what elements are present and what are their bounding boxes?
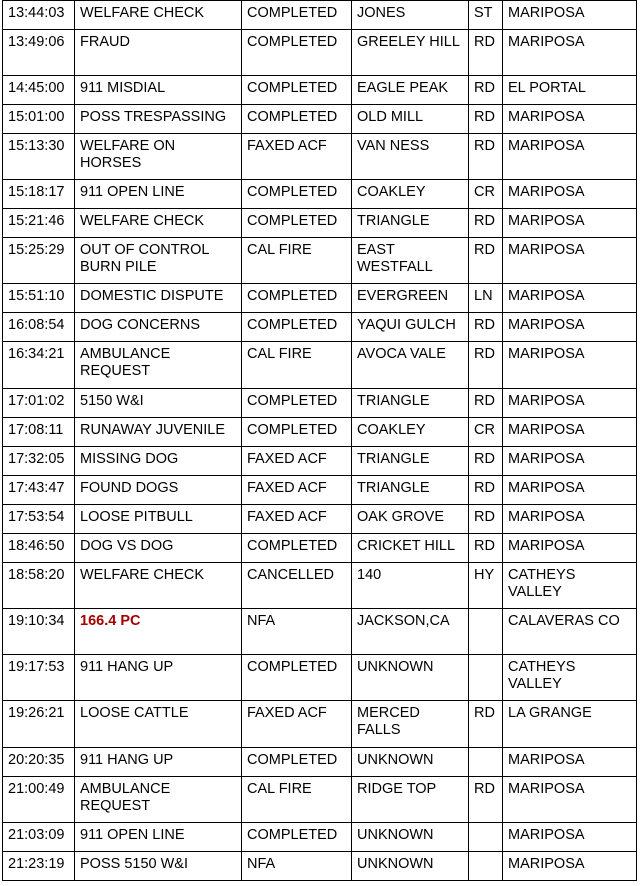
call-type-cell: DOG CONCERNS	[75, 313, 242, 342]
street-cell: COAKLEY	[352, 180, 469, 209]
time-cell: 19:10:34	[3, 609, 75, 655]
street-cell: TRIANGLE	[352, 209, 469, 238]
call-type-cell: AMBULANCE REQUEST	[75, 342, 242, 389]
call-type-cell: 911 MISDIAL	[75, 76, 242, 105]
city-cell: CATHEYS VALLEY	[503, 655, 637, 701]
city-cell: MARIPOSA	[503, 777, 637, 823]
disposition-cell: NFA	[242, 852, 352, 881]
table-row	[3, 777, 637, 823]
call-type-cell: FOUND DOGS	[75, 476, 242, 505]
city-cell: MARIPOSA	[503, 389, 637, 418]
table-row	[3, 701, 637, 748]
city-cell: MARIPOSA	[503, 505, 637, 534]
call-log-body	[3, 1, 637, 881]
street-suffix-cell: RD	[469, 389, 503, 418]
time-cell: 15:51:10	[3, 284, 75, 313]
street-cell: AVOCA VALE	[352, 342, 469, 389]
street-suffix-cell	[469, 655, 503, 701]
street-suffix-cell: RD	[469, 342, 503, 389]
disposition-cell: COMPLETED	[242, 823, 352, 852]
table-row	[3, 823, 637, 852]
disposition-cell: COMPLETED	[242, 748, 352, 777]
time-cell: 14:45:00	[3, 76, 75, 105]
table-row	[3, 105, 637, 134]
table-row	[3, 1, 637, 30]
street-cell: JONES	[352, 1, 469, 30]
table-row	[3, 748, 637, 777]
city-cell: MARIPOSA	[503, 105, 637, 134]
table-row	[3, 655, 637, 701]
street-suffix-cell: RD	[469, 30, 503, 76]
street-cell: JACKSON,CA	[352, 609, 469, 655]
street-cell: CRICKET HILL	[352, 534, 469, 563]
table-row	[3, 609, 637, 655]
street-suffix-cell	[469, 823, 503, 852]
street-suffix-cell: HY	[469, 563, 503, 609]
street-suffix-cell: CR	[469, 180, 503, 209]
call-log-table	[2, 0, 637, 881]
disposition-cell: COMPLETED	[242, 655, 352, 701]
street-suffix-cell: RD	[469, 534, 503, 563]
time-cell: 15:21:46	[3, 209, 75, 238]
street-suffix-cell	[469, 748, 503, 777]
time-cell: 15:25:29	[3, 238, 75, 284]
call-log	[2, 0, 637, 881]
call-type-cell: 911 OPEN LINE	[75, 180, 242, 209]
time-cell: 21:00:49	[3, 777, 75, 823]
time-cell: 17:53:54	[3, 505, 75, 534]
table-row	[3, 284, 637, 313]
disposition-cell: COMPLETED	[242, 534, 352, 563]
time-cell: 18:46:50	[3, 534, 75, 563]
call-type-cell: WELFARE ON HORSES	[75, 134, 242, 180]
street-suffix-cell: ST	[469, 1, 503, 30]
disposition-cell: COMPLETED	[242, 76, 352, 105]
city-cell: CALAVERAS CO	[503, 609, 637, 655]
disposition-cell: FAXED ACF	[242, 476, 352, 505]
street-cell: OLD MILL	[352, 105, 469, 134]
call-type-cell: LOOSE PITBULL	[75, 505, 242, 534]
time-cell: 20:20:35	[3, 748, 75, 777]
call-type-cell: OUT OF CONTROL BURN PILE	[75, 238, 242, 284]
street-suffix-cell: RD	[469, 505, 503, 534]
disposition-cell: CAL FIRE	[242, 342, 352, 389]
time-cell: 16:34:21	[3, 342, 75, 389]
city-cell: MARIPOSA	[503, 823, 637, 852]
call-type-cell: POSS TRESPASSING	[75, 105, 242, 134]
time-cell: 15:01:00	[3, 105, 75, 134]
disposition-cell: FAXED ACF	[242, 701, 352, 748]
street-suffix-cell: RD	[469, 134, 503, 180]
table-row	[3, 238, 637, 284]
time-cell: 21:03:09	[3, 823, 75, 852]
table-row	[3, 505, 637, 534]
time-cell: 17:08:11	[3, 418, 75, 447]
table-row	[3, 134, 637, 180]
disposition-cell: FAXED ACF	[242, 505, 352, 534]
city-cell: MARIPOSA	[503, 534, 637, 563]
table-row	[3, 180, 637, 209]
city-cell: MARIPOSA	[503, 342, 637, 389]
call-type-cell: 911 OPEN LINE	[75, 823, 242, 852]
disposition-cell: CAL FIRE	[242, 777, 352, 823]
table-row	[3, 30, 637, 76]
table-row	[3, 389, 637, 418]
table-row	[3, 418, 637, 447]
street-cell: EVERGREEN	[352, 284, 469, 313]
time-cell: 19:26:21	[3, 701, 75, 748]
call-type-cell: DOG VS DOG	[75, 534, 242, 563]
disposition-cell: COMPLETED	[242, 30, 352, 76]
time-cell: 19:17:53	[3, 655, 75, 701]
disposition-cell: CAL FIRE	[242, 238, 352, 284]
city-cell: MARIPOSA	[503, 284, 637, 313]
time-cell: 17:32:05	[3, 447, 75, 476]
time-cell: 18:58:20	[3, 563, 75, 609]
street-cell: 140	[352, 563, 469, 609]
city-cell: MARIPOSA	[503, 748, 637, 777]
table-row	[3, 447, 637, 476]
disposition-cell: COMPLETED	[242, 389, 352, 418]
city-cell: MARIPOSA	[503, 238, 637, 284]
call-type-cell: WELFARE CHECK	[75, 209, 242, 238]
disposition-cell: CANCELLED	[242, 563, 352, 609]
street-cell: YAQUI GULCH	[352, 313, 469, 342]
disposition-cell: COMPLETED	[242, 105, 352, 134]
time-cell: 17:01:02	[3, 389, 75, 418]
street-suffix-cell: RD	[469, 447, 503, 476]
call-type-cell: WELFARE CHECK	[75, 563, 242, 609]
street-cell: OAK GROVE	[352, 505, 469, 534]
street-suffix-cell: RD	[469, 209, 503, 238]
call-type-cell: RUNAWAY JUVENILE	[75, 418, 242, 447]
street-cell: GREELEY HILL	[352, 30, 469, 76]
city-cell: MARIPOSA	[503, 209, 637, 238]
city-cell: LA GRANGE	[503, 701, 637, 748]
street-suffix-cell: RD	[469, 476, 503, 505]
time-cell: 13:44:03	[3, 1, 75, 30]
street-suffix-cell: RD	[469, 76, 503, 105]
table-row	[3, 76, 637, 105]
table-row	[3, 209, 637, 238]
disposition-cell: COMPLETED	[242, 209, 352, 238]
street-cell: UNKNOWN	[352, 823, 469, 852]
time-cell: 21:23:19	[3, 852, 75, 881]
time-cell: 16:08:54	[3, 313, 75, 342]
call-type-cell: 911 HANG UP	[75, 748, 242, 777]
time-cell: 15:13:30	[3, 134, 75, 180]
call-type-cell: AMBULANCE REQUEST	[75, 777, 242, 823]
call-type-cell: 166.4 PC	[75, 609, 242, 655]
disposition-cell: COMPLETED	[242, 418, 352, 447]
time-cell: 15:18:17	[3, 180, 75, 209]
street-cell: UNKNOWN	[352, 852, 469, 881]
time-cell: 17:43:47	[3, 476, 75, 505]
city-cell: MARIPOSA	[503, 180, 637, 209]
table-row	[3, 313, 637, 342]
street-suffix-cell: RD	[469, 313, 503, 342]
call-type-cell: 5150 W&I	[75, 389, 242, 418]
street-suffix-cell: CR	[469, 418, 503, 447]
city-cell: MARIPOSA	[503, 1, 637, 30]
street-cell: UNKNOWN	[352, 655, 469, 701]
disposition-cell: COMPLETED	[242, 313, 352, 342]
city-cell: EL PORTAL	[503, 76, 637, 105]
call-type-cell: MISSING DOG	[75, 447, 242, 476]
table-row	[3, 534, 637, 563]
call-type-cell: 911 HANG UP	[75, 655, 242, 701]
street-suffix-cell: RD	[469, 777, 503, 823]
disposition-cell: COMPLETED	[242, 1, 352, 30]
disposition-cell: COMPLETED	[242, 284, 352, 313]
street-cell: EAGLE PEAK	[352, 76, 469, 105]
disposition-cell: FAXED ACF	[242, 134, 352, 180]
city-cell: MARIPOSA	[503, 134, 637, 180]
table-row	[3, 342, 637, 389]
street-suffix-cell: RD	[469, 238, 503, 284]
call-type-cell: WELFARE CHECK	[75, 1, 242, 30]
street-suffix-cell	[469, 609, 503, 655]
street-suffix-cell	[469, 852, 503, 881]
city-cell: MARIPOSA	[503, 418, 637, 447]
disposition-cell: NFA	[242, 609, 352, 655]
street-suffix-cell: LN	[469, 284, 503, 313]
call-type-cell: LOOSE CATTLE	[75, 701, 242, 748]
city-cell: MARIPOSA	[503, 313, 637, 342]
street-cell: TRIANGLE	[352, 476, 469, 505]
street-suffix-cell: RD	[469, 105, 503, 134]
street-cell: UNKNOWN	[352, 748, 469, 777]
disposition-cell: COMPLETED	[242, 180, 352, 209]
call-type-cell: DOMESTIC DISPUTE	[75, 284, 242, 313]
call-type-cell: FRAUD	[75, 30, 242, 76]
table-row	[3, 852, 637, 881]
disposition-cell: FAXED ACF	[242, 447, 352, 476]
time-cell: 13:49:06	[3, 30, 75, 76]
table-row	[3, 563, 637, 609]
street-cell: EAST WESTFALL	[352, 238, 469, 284]
city-cell: MARIPOSA	[503, 476, 637, 505]
city-cell: MARIPOSA	[503, 447, 637, 476]
street-suffix-cell: RD	[469, 701, 503, 748]
street-cell: RIDGE TOP	[352, 777, 469, 823]
street-cell: TRIANGLE	[352, 389, 469, 418]
call-type-cell: POSS 5150 W&I	[75, 852, 242, 881]
street-cell: TRIANGLE	[352, 447, 469, 476]
street-cell: MERCED FALLS	[352, 701, 469, 748]
table-row	[3, 476, 637, 505]
city-cell: MARIPOSA	[503, 852, 637, 881]
city-cell: MARIPOSA	[503, 30, 637, 76]
city-cell: CATHEYS VALLEY	[503, 563, 637, 609]
street-cell: VAN NESS	[352, 134, 469, 180]
street-cell: COAKLEY	[352, 418, 469, 447]
